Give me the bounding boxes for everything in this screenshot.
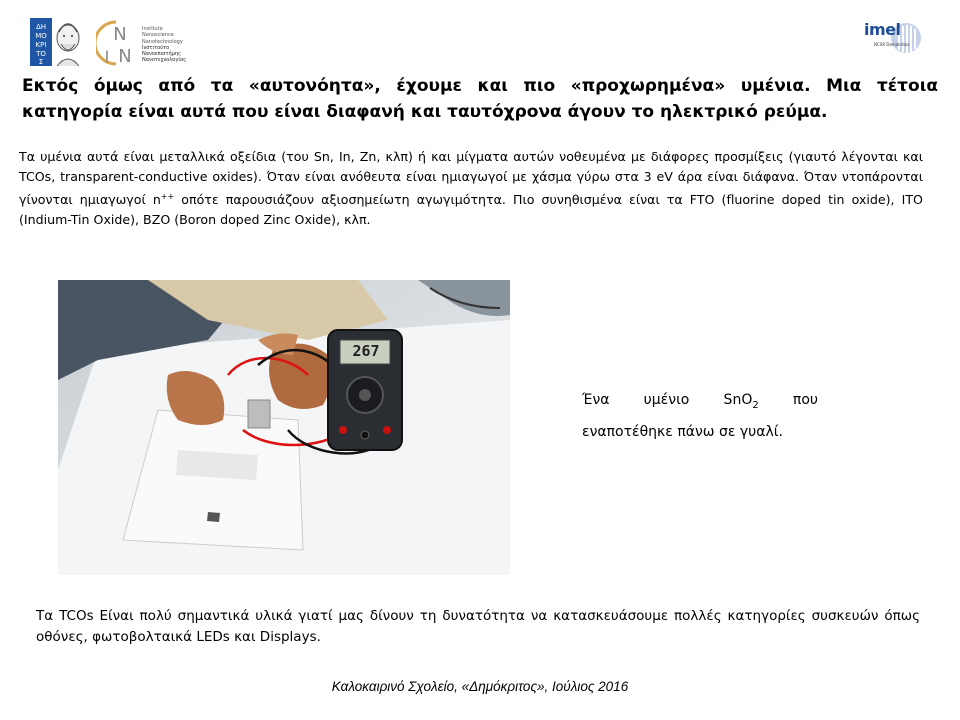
svg-text:N: N [118,46,132,67]
svg-text:ΔΗ: ΔΗ [35,23,47,31]
svg-text:Σ: Σ [38,58,44,66]
tcos-paragraph: Τα TCOs Είναι πολύ σημαντικά υλικά γιατί μας δίνουν τη δυνατότητα να κατασκευάσουμε πολλές κατηγορίες συσκευών όπως οθόνες, φωτοβολταικά LEDs και Displays. [36,608,920,645]
caption-subscript: 2 [752,399,759,411]
imel-logo [862,18,924,64]
demokritos-logo [30,18,84,68]
multimeter-photo [58,280,510,575]
intro-text-a: Τα υμένια αυτά είναι μεταλλικά οξείδια (του Sn, In, Zn, κλπ) ή και μίγματα αυτών νοθευμένα με διάφορες προσμίξεις (γιαυτό λέγονται και TCOs, transparent-conductive oxides). Όταν είναι ανόθευτα είναι ημιαγωγοί με χάσμα γύρω στα 3 eV άρα είναι διάφανα. Όταν ντοπάρονται γίνονται ημιαγωγοί n [19,149,923,208]
inn-logo [96,18,196,68]
multimeter-reading: 267 [352,342,380,360]
intro-text-b: οπότε παρουσιάζουν αξιοσημείωτη αγωγιμότητα. Πιο συνηθισμένα είναι τα FTO (fluorine doped tin oxide), ITO (Indium-Tin Oxide), BZO (Boron doped Zinc Oxide), κλπ. [19,192,923,228]
svg-text:ΜΟ: ΜΟ [35,32,47,40]
inn-logo-text: Institute Nanoscience Nanotechnology Ινστιτούτο Νανοεπιστήμης Νανοτεχνολογίας [142,26,187,64]
intro-paragraph [19,147,923,230]
caption-text-end: που εναποτέθηκε πάνω σε γυαλί. [582,392,818,440]
imel-subtitle: NCSR Demokritos [874,42,910,47]
caption-text: Ένα υμένιο SnO [582,392,753,408]
svg-text:ΤΟ: ΤΟ [36,50,46,58]
svg-text:I: I [104,47,110,66]
intro-superscript: ++ [160,192,175,201]
imel-wordmark: imel [864,20,901,39]
slide-heading: Εκτός όμως από τα «αυτονόητα», έχουμε και πιο «προχωρημένα» υμένια. Μια τέτοια κατηγορία είναι αυτά που είναι διαφανή και ταυτόχρονα άγουν το ηλεκτρικό ρεύμα. [22,76,938,122]
photo-caption [582,387,818,445]
svg-text:N: N [113,24,127,45]
svg-text:ΚΡΙ: ΚΡΙ [35,41,47,49]
footer-text: Καλοκαιρινό Σχολείο, «Δημόκριτος», Ιούλιος 2016 [331,679,629,694]
